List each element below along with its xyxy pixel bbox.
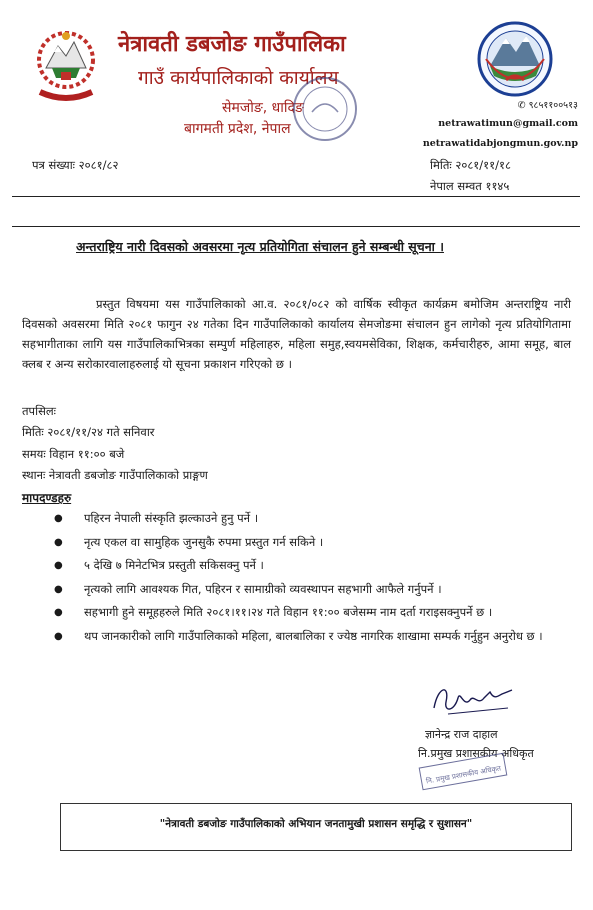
criteria-item: ● नृत्यको लागि आवश्यक गित, पहिरन र सामाग्रीको व्यवस्थापन सहभागी आफैले गर्नुपर्ने । xyxy=(54,579,572,600)
letter-number: पत्र संख्याः २०८१/८२ xyxy=(32,158,119,172)
details-heading: तपसिलः xyxy=(22,404,56,418)
event-date: मितिः २०८१/११/२४ गते सनिवार xyxy=(22,425,155,439)
criteria-item: ● पहिरन नेपाली संस्कृति झल्काउने हुनु पर्ने । xyxy=(54,508,572,529)
handwritten-signature xyxy=(428,678,518,720)
notice-body: प्रस्तुत विषयमा यस गाउँपालिकाको आ.व. २०८१/०८२ को वार्षिक स्वीकृत कार्यक्रम बमोजिम अन्तराष्ट्रिय नारी दिवसको अवसरमा मिति २०८१ फागुन २४ गतेका दिन गाउँपालिकाको कार्यालय सेमजोङमा संचालन हुन लागेको नृत्य प्रतियोगितामा सहभागीताका लागि यस गाउँपालिकाभित्रका सम्पुर्ण महिलाहरु, महिला समुह,स्वयमसेविका, शिक्षक, कर्मचारीहरु, आमा समूह, बाल क्लब र अन्य सरोकारवालाहरुलाई यो सूचना प्रकाशन गरिएको छ । xyxy=(22,297,571,371)
letter-date: मितिः २०८१/११/१८ xyxy=(430,158,511,172)
subject-top-divider xyxy=(12,226,580,227)
designation-stamp: नि. प्रमुख प्रशासकीय अधिकृत xyxy=(419,753,508,791)
criteria-item: ● सहभागी हुने समूहहरुले मिति २०८१।११।२४ गते विहान ११:०० बजेसम्म नाम दर्ता गराइसक्नुपर्ने छ । xyxy=(54,602,572,623)
signatory-title: नि.प्रमुख प्रशासकीय अधिकृत xyxy=(418,747,534,760)
province-name: बागमती प्रदेश, नेपाल xyxy=(184,121,291,137)
website-url[interactable]: netrawatidabjongmun.gov.np xyxy=(422,138,578,149)
signatory-name: ज्ञानेन्द्र राज दाहाल xyxy=(425,728,498,741)
office-location: सेमजोङ, धादिङ xyxy=(222,100,304,116)
email-address[interactable]: netrawatimun@gmail.com xyxy=(438,118,578,129)
criteria-list xyxy=(54,508,572,649)
criteria-item: ● नृत्य एकल वा सामुहिक जुनसुकै रुपमा प्रस्तुत गर्न सकिने । xyxy=(54,532,572,553)
criteria-item: ● थप जानकारीको लागि गाउँपालिकाको महिला, बालबालिका र ज्येष्ठ नागरिक शाखामा सम्पर्क गर्नुहुन अनुरोध छ । xyxy=(54,626,572,647)
event-time: समयः विहान ११:०० बजे xyxy=(22,447,125,461)
footer-slogan-box xyxy=(60,803,572,851)
phone-number: ✆ ९८५११००५१३ xyxy=(517,100,578,111)
criteria-item: ● ५ देखि ७ मिनेटभित्र प्रस्तुती सकिसक्नु पर्ने । xyxy=(54,555,572,576)
office-name: गाउँ कार्यपालिकाको कार्यालय xyxy=(138,67,339,89)
municipality-logo xyxy=(476,20,554,98)
footer-slogan: "नेत्रावती डबजोङ गाउँपालिकाको अभियान जनतामुखी प्रशासन समृद्धि र सुशासन" xyxy=(159,818,473,830)
criteria-heading: मापदण्डहरु xyxy=(22,491,72,505)
municipality-name: नेत्रावती डबजोङ गाउँपालिका xyxy=(118,32,346,57)
header-divider xyxy=(12,196,580,197)
event-venue: स्थानः नेत्रावती डबजोङ गाउँपालिकाको प्राङ्गण xyxy=(22,468,208,482)
office-stamp xyxy=(290,74,360,144)
nepal-emblem-logo xyxy=(30,22,102,104)
nepal-sambat: नेपाल सम्वत ११४५ xyxy=(430,179,510,193)
phone-icon: ✆ xyxy=(517,100,529,111)
notice-subject: अन्तराष्ट्रिय नारी दिवसको अवसरमा नृत्य प्रतियोगिता संचालन हुने सम्बन्धी सूचना । xyxy=(76,239,444,254)
